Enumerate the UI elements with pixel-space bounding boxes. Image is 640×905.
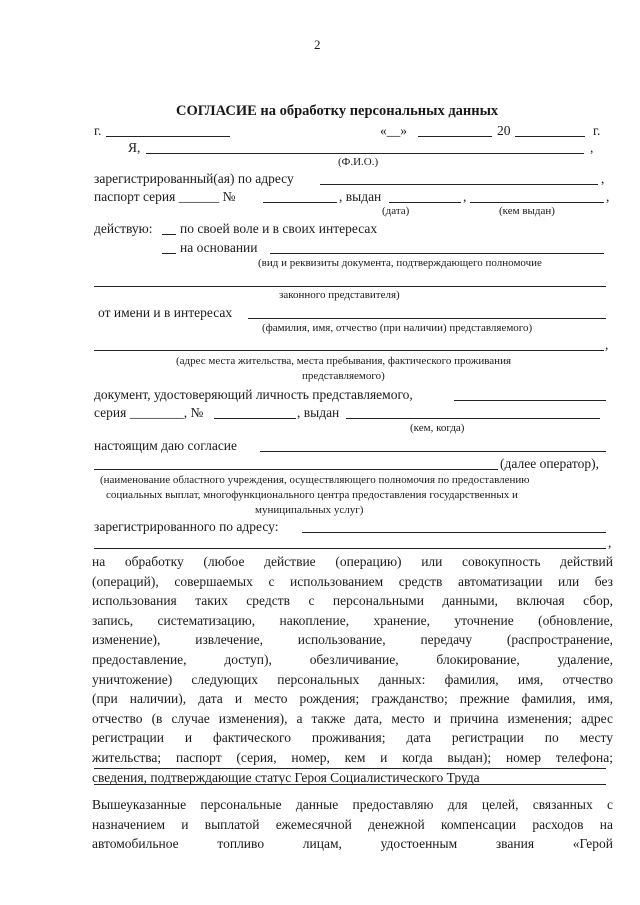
comma: ,	[606, 189, 610, 204]
passport-label: паспорт серия ______ №	[94, 189, 236, 204]
paragraph-line: автомобильное топливо лицам, удостоенным звания «Герой	[92, 836, 613, 852]
consent-label: настоящим даю согласие	[94, 438, 238, 453]
comma: ,	[601, 171, 605, 186]
paragraph-line: запись, систематизацию, накопление, хранение, уточнение (обновление,	[92, 612, 613, 628]
represented-address-field[interactable]	[94, 350, 604, 351]
comma: ,	[605, 337, 609, 352]
registered-label: зарегистрированный(ая) по адресу	[94, 171, 294, 186]
comma: ,	[608, 535, 612, 550]
id-doc-label: документ, удостоверяющий личность представляемого,	[94, 387, 413, 402]
document-title: СОГЛАСИЕ на обработку персональных данных	[176, 103, 499, 119]
paragraph-line: жительства; паспорт (серия, номер, кем и когда выдан); номер телефона;	[92, 750, 613, 765]
basis-field[interactable]	[270, 253, 604, 254]
registered-at-label: зарегистрированного по адресу:	[94, 519, 279, 534]
address-caption-line1: (адрес места жительства, места пребывания, фактического проживания	[176, 355, 512, 367]
basis-caption: (вид и реквизиты документа, подтверждающего полномочие	[258, 257, 542, 269]
paragraph-line: на обработку (любое действие (операцию) или совокупность действий	[92, 554, 613, 569]
on-behalf-label: от имени и в интересах	[98, 305, 233, 320]
org-caption-line1: (наименование областного учреждения, осуществляющего полномочия по предоставлению	[100, 474, 530, 486]
page-number: 2	[314, 37, 321, 52]
acting-label: действую:	[94, 221, 153, 236]
city-prefix: г.	[94, 123, 102, 138]
year-field[interactable]	[515, 136, 585, 137]
fullname-caption: (фамилия, имя, отчество (при наличии) представляемого)	[262, 322, 533, 334]
operator-address-field-continued[interactable]	[94, 548, 606, 549]
month-field[interactable]	[418, 136, 492, 137]
operator-label: (далее оператор),	[500, 456, 600, 471]
issue-date-field[interactable]	[389, 202, 461, 203]
year-suffix: г.	[593, 123, 601, 138]
year-prefix: 20	[497, 123, 511, 138]
paragraph-line: отчество (в случае изменения), а также дата, место и причина изменения; адрес	[92, 710, 613, 726]
fio-field[interactable]	[146, 153, 584, 154]
org-caption-line2: социальных выплат, многофункционального центра предоставления государственных и	[106, 489, 518, 501]
represented-name-field[interactable]	[248, 318, 606, 319]
comma: ,	[590, 140, 594, 155]
basis-field-continued[interactable]	[94, 286, 606, 287]
own-will-checkbox[interactable]	[162, 234, 176, 235]
series-label: серия ________, №	[94, 405, 204, 420]
id-issued-field[interactable]	[346, 418, 600, 419]
day-field[interactable]: «__»	[380, 123, 407, 138]
id-number-field[interactable]	[214, 418, 296, 419]
issued-by-caption: (кем выдан)	[499, 205, 555, 217]
additional-data-line[interactable]	[94, 784, 606, 785]
comma: ,	[463, 189, 467, 204]
legal-rep-caption: законного представителя)	[279, 289, 400, 301]
city-field[interactable]	[106, 136, 230, 137]
who-when-caption: (кем, когда)	[410, 422, 465, 434]
operator-field[interactable]	[260, 451, 606, 452]
date-caption: (дата)	[382, 205, 410, 217]
paragraph-line: уничтожение) следующих персональных данных: фамилия, имя, отчество	[92, 671, 613, 687]
basis-label: на основании	[180, 240, 258, 255]
paragraph-line: сведения, подтверждающие статус Героя Социалистического Труда	[92, 769, 480, 785]
additional-data-line[interactable]	[94, 768, 606, 769]
basis-checkbox[interactable]	[162, 253, 176, 254]
paragraph-line: Вышеуказанные персональные данные предоставляю для целей, связанных с	[92, 797, 613, 812]
fio-caption: (Ф.И.О.)	[338, 156, 379, 168]
paragraph-line: предоставление, доступ), обезличивание, блокирование, удаление,	[92, 652, 613, 667]
id-doc-field[interactable]	[454, 400, 606, 401]
paragraph-line: изменение), извлечение, использование, передачу (распространение,	[92, 632, 613, 648]
paragraph-line: регистрации и фактического проживания; дата регистрации по месту	[92, 730, 613, 746]
own-will-option: по своей воле и в своих интересах	[180, 221, 378, 236]
paragraph-line: использования таких средств с персональными данными, включая сбор,	[92, 593, 613, 609]
org-caption-line3: муниципальных услуг)	[255, 504, 364, 516]
address-caption-line2: представляемого)	[302, 370, 385, 382]
issued-label: , выдан	[339, 189, 382, 204]
issued-by-field[interactable]	[470, 202, 604, 203]
passport-number-field[interactable]	[263, 202, 337, 203]
operator-field-continued[interactable]	[94, 469, 498, 470]
operator-address-field[interactable]	[302, 532, 606, 533]
paragraph-line: (при наличии), дата и место рождения; гражданство; прежние фамилия, имя,	[92, 691, 613, 707]
issued-label: , выдан	[297, 405, 340, 420]
paragraph-line: (операций), совершаемых с использованием средств автоматизации или без	[92, 573, 613, 589]
ya-label: Я,	[128, 140, 141, 155]
paragraph-line: назначением и выплатой ежемесячной денежной компенсации расходов на	[92, 816, 613, 832]
address-field[interactable]	[320, 184, 598, 185]
